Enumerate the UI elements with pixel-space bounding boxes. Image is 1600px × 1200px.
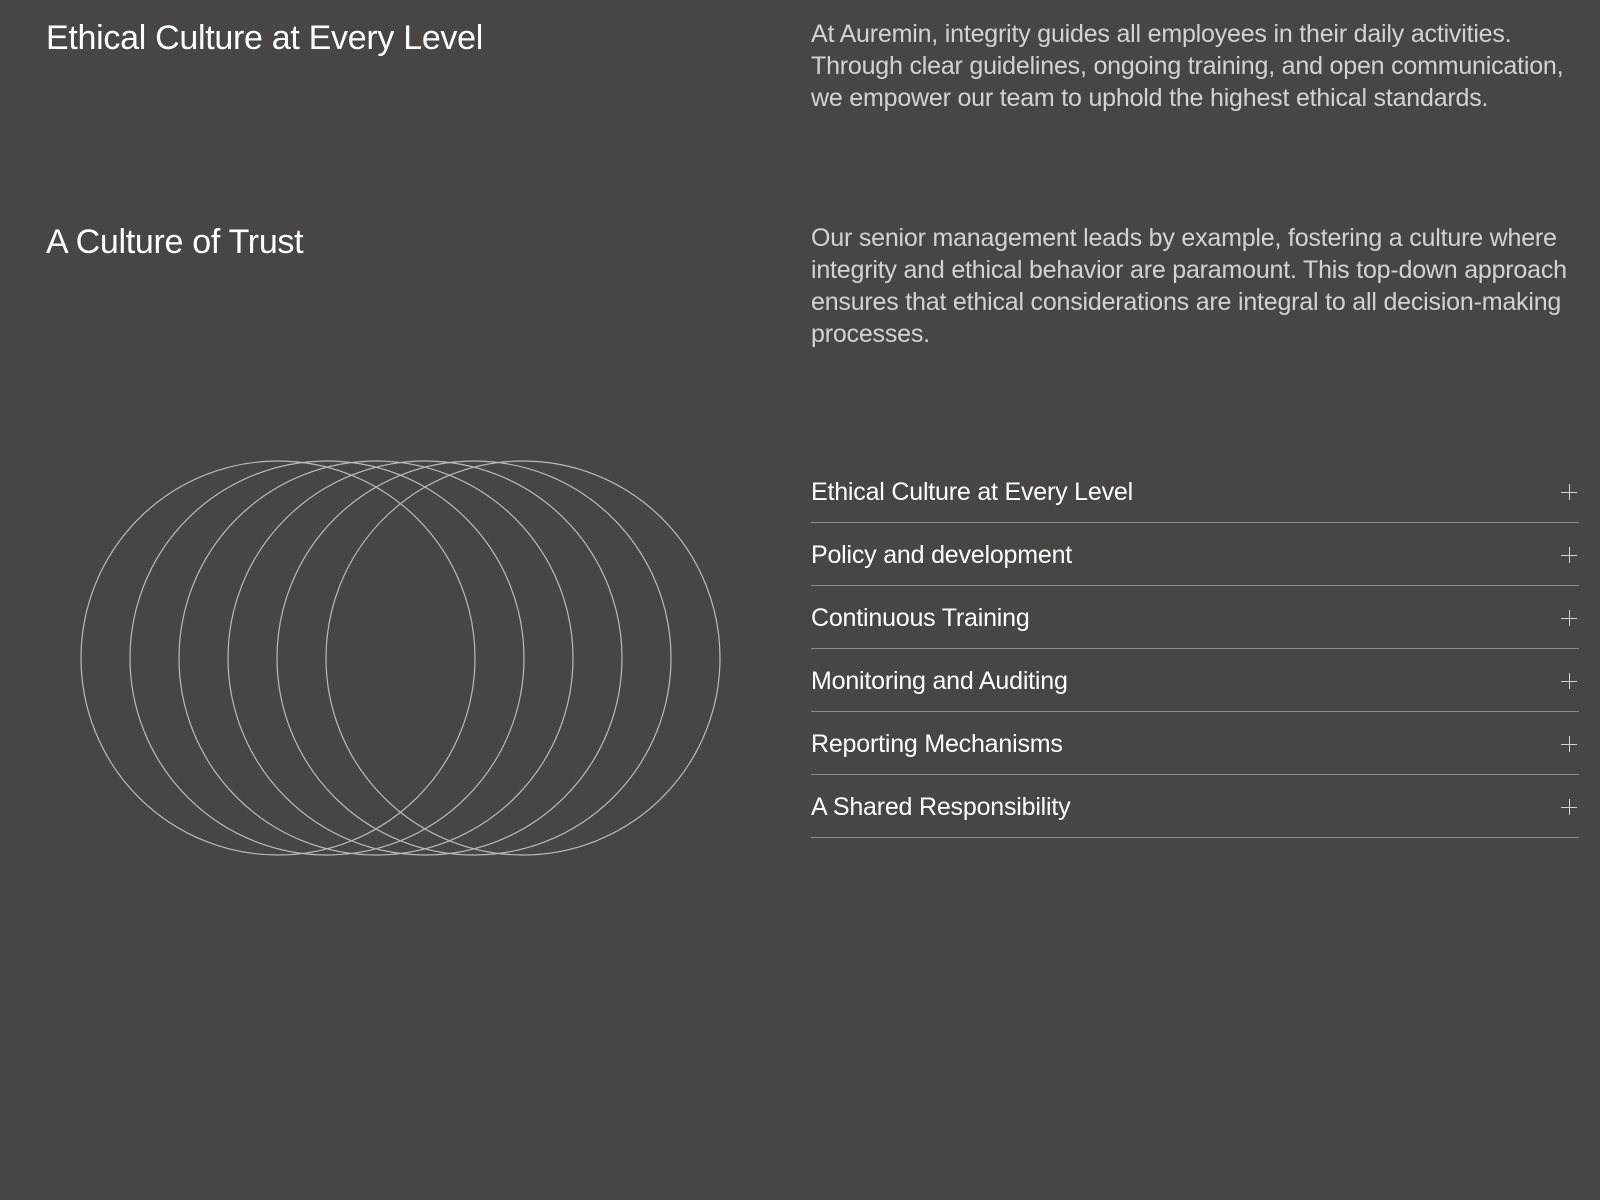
section-title: Ethical Culture at Every Level [46, 19, 483, 57]
accordion-item-reporting[interactable] [811, 712, 1579, 775]
plus-icon[interactable] [1561, 673, 1577, 689]
circle-outline [179, 461, 573, 855]
plus-icon[interactable] [1561, 547, 1577, 563]
accordion-item-shared-responsibility[interactable] [811, 775, 1579, 838]
circle-outline [326, 461, 720, 855]
accordion-item-label: Reporting Mechanisms [811, 730, 1063, 758]
accordion-item-monitoring[interactable] [811, 649, 1579, 712]
overlapping-circles-icon [80, 460, 722, 856]
accordion-item-policy[interactable] [811, 523, 1579, 586]
accordion-item-ethical-culture[interactable] [811, 460, 1579, 523]
accordion-item-label: Monitoring and Auditing [811, 667, 1068, 695]
plus-icon[interactable] [1561, 484, 1577, 500]
circle-outline [130, 461, 524, 855]
accordion-item-label: Policy and development [811, 541, 1073, 569]
circle-outline [228, 461, 622, 855]
section-description: Our senior management leads by example, fostering a culture where integrity and ethical behavior are paramount. This top-down approach ensures that ethical considerations are integral to all decision-making processes. [811, 224, 1567, 348]
section-description: At Auremin, integrity guides all employees in their daily activities. Through clear guidelines, ongoing training, and open communication, we empower our team to uphold the highest ethical standards. [811, 20, 1564, 112]
accordion-item-label: Ethical Culture at Every Level [811, 478, 1133, 506]
accordion-item-label: Continuous Training [811, 604, 1030, 632]
plus-icon[interactable] [1561, 736, 1577, 752]
plus-icon[interactable] [1561, 799, 1577, 815]
accordion-item-training[interactable] [811, 586, 1579, 649]
plus-icon[interactable] [1561, 610, 1577, 626]
accordion-item-label: A Shared Responsibility [811, 793, 1071, 821]
circle-outline [81, 461, 475, 855]
accordion-list [811, 460, 1579, 838]
circle-outline [277, 461, 671, 855]
section-title: A Culture of Trust [46, 223, 304, 261]
